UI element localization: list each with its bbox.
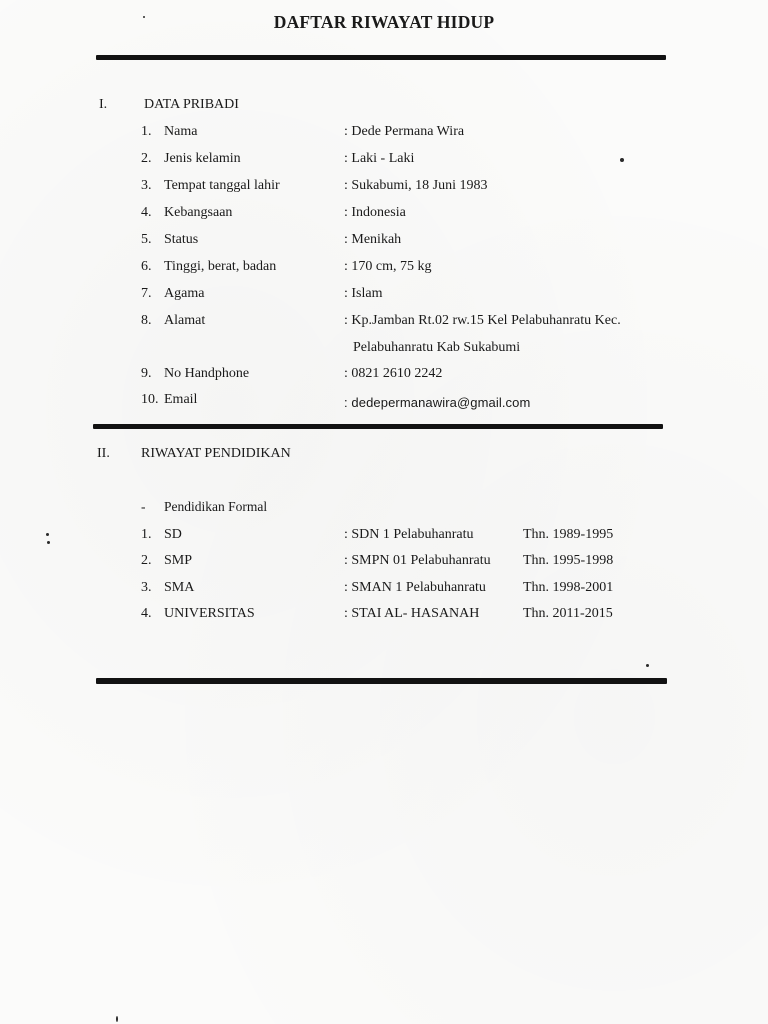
row-value: : 170 cm, 75 kg [344,259,432,274]
scan-speck [47,541,50,544]
personal-row-phone [0,366,768,390]
section-1-number: I. [99,97,108,112]
row-label: Tempat tanggal lahir [164,178,280,193]
row-number: 4. [141,205,152,220]
scan-speck [620,158,624,162]
row-value: : Menikah [344,232,402,247]
row-value: : SMPN 01 Pelabuhanratu [344,553,491,568]
personal-row-birth [0,178,768,202]
row-label: UNIVERSITAS [164,606,255,621]
row-value: : SDN 1 Pelabuhanratu [344,527,474,542]
row-label: Alamat [164,313,206,328]
personal-row-status [0,232,768,256]
row-value: : Kp.Jamban Rt.02 rw.15 Kel Pelabuhanratu Kec. [344,313,621,328]
document-title: DAFTAR RIWAYAT HIDUP [273,12,495,32]
section-2-title: RIWAYAT PENDIDIKAN [141,446,291,461]
row-value: : SMAN 1 Pelabuhanratu [344,580,486,595]
education-row-smp [0,553,768,577]
row-label: Tinggi, berat, badan [164,259,277,274]
row-label: SMP [164,553,193,568]
row-number: 3. [141,178,152,193]
personal-row-religion [0,286,768,310]
personal-row-gender [0,151,768,175]
row-number: 8. [141,313,152,328]
row-number: 9. [141,366,152,381]
education-row-university [0,606,768,630]
personal-row-height-weight [0,259,768,283]
bottom-divider [96,678,667,684]
row-value: : Sukabumi, 18 Juni 1983 [344,178,488,193]
row-number: 1. [141,124,152,139]
row-value: : Islam [344,286,383,301]
section-2-number: II. [97,446,110,461]
scan-speck [646,664,649,667]
row-value: : Dede Permana Wira [344,124,465,139]
bullet-dash: - [141,499,146,514]
row-number: 1. [141,527,152,542]
personal-row-address [0,313,768,337]
row-year: Thn. 1989-1995 [523,527,614,542]
row-label: No Handphone [164,366,250,381]
row-value: : STAI AL- HASANAH [344,606,480,621]
row-year: Thn. 1998-2001 [523,580,614,595]
scan-speck [116,1016,118,1022]
row-number: 2. [141,553,152,568]
section-divider [93,424,663,429]
row-value-continued: Pelabuhanratu Kab Sukabumi [353,340,521,355]
row-number: 10. [141,392,159,407]
row-label: Jenis kelamin [164,151,241,166]
row-number: 5. [141,232,152,247]
row-value: : dedepermanawira@gmail.com [344,395,531,410]
row-label: Status [164,232,199,247]
row-label: Agama [164,286,205,301]
education-row-sd [0,527,768,551]
education-row-sma [0,580,768,604]
row-label: Kebangsaan [164,205,233,220]
row-label: SMA [164,580,195,595]
row-label: Nama [164,124,198,139]
education-subheading [0,499,768,519]
row-year: Thn. 1995-1998 [523,553,614,568]
section-1-title: DATA PRIBADI [144,97,239,112]
row-label: SD [164,527,182,542]
row-number: 3. [141,580,152,595]
row-value: : Laki - Laki [344,151,415,166]
personal-row-email [0,392,768,416]
row-year: Thn. 2011-2015 [523,606,613,621]
row-number: 2. [141,151,152,166]
personal-row-address-continued [0,340,768,364]
scan-speck [46,533,49,536]
personal-row-name [0,124,768,148]
subheading-text: Pendidikan Formal [164,499,268,514]
row-value: : 0821 2610 2242 [344,366,443,381]
row-number: 4. [141,606,152,621]
row-value: : Indonesia [344,205,406,220]
row-label: Email [164,392,198,407]
scan-speck [143,16,145,18]
row-number: 7. [141,286,152,301]
row-number: 6. [141,259,152,274]
personal-row-nationality [0,205,768,229]
title-divider [96,55,666,60]
